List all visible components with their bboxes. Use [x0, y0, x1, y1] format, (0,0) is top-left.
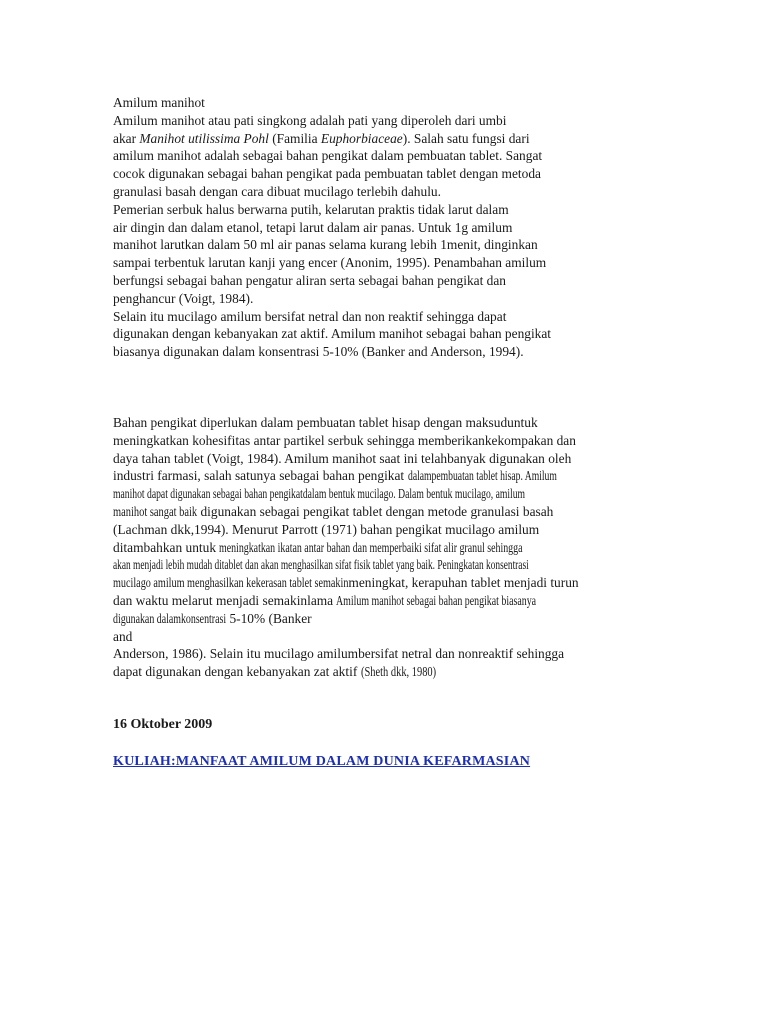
text-line	[113, 147, 551, 165]
text-run: and	[113, 628, 133, 644]
text-line	[113, 272, 551, 290]
text-run: mucilago amilum menghasilkan kekerasan tablet semakin	[113, 575, 349, 591]
text-run: akar	[113, 130, 140, 146]
text-line	[113, 539, 579, 557]
text-run: meningkatkan kohesifitas antar partikel serbuk sehingga memberikankekompakan dan	[113, 432, 576, 448]
text-run: meningkatkan ikatan antar bahan dan memperbaiki sifat alir granul sehingga	[219, 539, 523, 555]
text-run: granulasi basah dengan cara dibuat mucilago terlebih dahulu.	[113, 183, 441, 199]
text-run: (Lachman dkk,1994). Menurut Parrott (1971) bahan pengikat mucilago amilum	[113, 521, 540, 537]
text-line	[113, 183, 551, 201]
text-run: akan menjadi lebih mudah ditablet dan akan menghasilkan sifat fisik tablet yang baik. Peningkatan konsentrasi	[113, 557, 529, 573]
text-line	[113, 343, 551, 361]
text-line	[113, 94, 551, 112]
text-line	[113, 432, 579, 450]
text-run: 5-10% (Banker	[226, 610, 312, 626]
text-line	[113, 414, 579, 432]
text-line	[113, 165, 551, 183]
text-run: ). Salah satu fungsi dari	[402, 130, 530, 146]
text-line	[113, 645, 579, 663]
text-line	[113, 485, 579, 503]
text-run: Bahan pengikat diperlukan dalam pembuatan tablet hisap dengan maksuduntuk	[113, 415, 538, 430]
post-date-heading: 16 Oktober 2009	[113, 717, 213, 732]
text-run: sampai terbentuk larutan kanji yang encer (Anonim, 1995). Penambahan amilum	[113, 255, 547, 271]
text-line	[113, 290, 551, 308]
text-line	[113, 663, 579, 681]
text-run: amilum manihot adalah sebagai bahan pengikat dalam pembuatan tablet. Sangat	[113, 148, 543, 164]
text-run: Amilum manihot	[113, 95, 205, 110]
text-line	[113, 201, 551, 219]
text-run: air dingin dan dalam etanol, tetapi larut dalam air panas. Untuk 1g amilum	[113, 219, 513, 235]
text-run: Amilum manihot sebagai bahan pengikat biasanya	[336, 592, 537, 608]
text-line	[113, 467, 579, 485]
text-line	[113, 325, 551, 343]
text-run: Selain itu mucilago amilum bersifat netral dan non reaktif sehingga dapat	[113, 308, 507, 324]
text-line	[113, 236, 551, 254]
text-run: penghancur (Voigt, 1984).	[113, 290, 254, 306]
text-line	[113, 628, 579, 646]
paragraph-bahan-pengikat	[113, 414, 579, 681]
text-run: berfungsi sebagai bahan pengatur aliran serta sebagai bahan pengikat dan	[113, 272, 507, 288]
italic-term: Euphorbiaceae	[320, 130, 403, 146]
text-line	[113, 521, 579, 539]
text-line	[113, 254, 551, 272]
text-line	[113, 503, 579, 521]
text-run: cocok digunakan sebagai bahan pengikat pada pembuatan tablet dengan metoda	[113, 166, 541, 182]
text-run: daya tahan tablet (Voigt, 1984). Amilum manihot saat ini telahbanyak digunakan oleh	[113, 450, 572, 466]
text-line	[113, 130, 551, 148]
text-run: digunakan sebagai pengikat tablet dengan metode granulasi basah	[197, 503, 554, 519]
text-run: digunakan dalamkonsentrasi	[113, 610, 227, 626]
text-run: dalampembuatan tablet hisap. Amilum	[407, 468, 557, 484]
article-title-link[interactable]: KULIAH:MANFAAT AMILUM DALAM DUNIA KEFARMASIAN	[113, 754, 531, 769]
text-run: industri farmasi, salah satunya sebagai bahan pengikat	[113, 468, 408, 484]
text-line	[113, 610, 579, 628]
text-run: biasanya digunakan dalam konsentrasi 5-10% (Banker and Anderson, 1994).	[113, 344, 524, 360]
text-run: meningkat, kerapuhan tablet menjadi turun	[348, 575, 579, 591]
text-line	[113, 556, 579, 574]
text-line	[113, 450, 579, 468]
paragraph-amilum-manihot	[113, 94, 551, 361]
text-run: digunakan dengan kebanyakan zat aktif. Amilum manihot sebagai bahan pengikat	[113, 326, 552, 342]
text-run: (Familia	[268, 130, 321, 146]
italic-term: Manihot utilissima Pohl	[139, 130, 269, 146]
text-run: Amilum manihot atau pati singkong adalah pati yang diperoleh dari umbi	[113, 112, 507, 128]
text-run: ditambahkan untuk	[113, 539, 220, 555]
text-run: manihot sangat baik	[113, 503, 198, 519]
text-run: (Sheth dkk, 1980)	[360, 664, 436, 680]
text-line	[113, 574, 579, 592]
text-run: Pemerian serbuk halus berwarna putih, kelarutan praktis tidak larut dalam	[113, 201, 509, 217]
text-run: manihot larutkan dalam 50 ml air panas selama kurang lebih 1menit, dinginkan	[113, 237, 538, 253]
text-line	[113, 112, 551, 130]
text-run: dan waktu melarut menjadi semakinlama	[113, 592, 337, 608]
text-line	[113, 219, 551, 237]
text-run: manihot dapat digunakan sebagai bahan pengikatdalam bentuk mucilago. Dalam bentuk mucilago, amilum	[113, 486, 526, 502]
text-run: Anderson, 1986). Selain itu mucilago amilumbersifat netral dan nonreaktif sehingga	[113, 646, 565, 662]
text-run: dapat digunakan dengan kebanyakan zat aktif	[113, 664, 361, 680]
text-line	[113, 592, 579, 610]
text-line	[113, 308, 551, 326]
